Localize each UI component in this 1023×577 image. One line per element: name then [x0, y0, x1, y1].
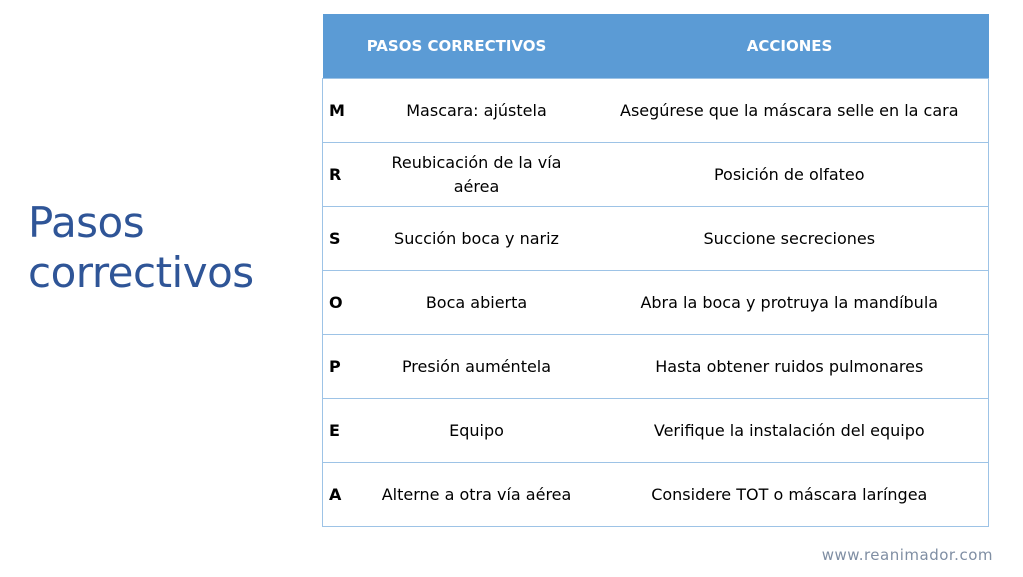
row-step: Mascara: ajústela	[363, 79, 591, 143]
row-step: Succión boca y nariz	[363, 207, 591, 271]
row-action: Posición de olfateo	[591, 143, 989, 207]
row-letter: A	[323, 463, 363, 527]
row-step: Alterne a otra vía aérea	[363, 463, 591, 527]
row-action: Asegúrese que la máscara selle en la cara	[591, 79, 989, 143]
slide-title-line-1: Pasos	[28, 198, 145, 247]
table-row	[323, 79, 989, 143]
table-row	[323, 143, 989, 207]
header-acciones: ACCIONES	[591, 14, 989, 79]
table-row	[323, 335, 989, 399]
slide-title	[28, 198, 254, 298]
table-row	[323, 207, 989, 271]
row-letter: P	[323, 335, 363, 399]
table-row	[323, 399, 989, 463]
row-letter: E	[323, 399, 363, 463]
row-action: Succione secreciones	[591, 207, 989, 271]
footer-website: www.reanimador.com	[821, 546, 993, 564]
row-action: Abra la boca y protruya la mandíbula	[591, 271, 989, 335]
table-header-row	[323, 14, 989, 79]
row-action: Hasta obtener ruidos pulmonares	[591, 335, 989, 399]
row-action: Verifique la instalación del equipo	[591, 399, 989, 463]
table-row	[323, 271, 989, 335]
slide-title-line-2: correctivos	[28, 248, 254, 297]
row-letter: M	[323, 79, 363, 143]
corrective-steps-table	[322, 14, 989, 527]
row-letter: O	[323, 271, 363, 335]
row-step	[363, 143, 591, 207]
row-step-text: Reubicación de la vía aérea	[391, 152, 562, 196]
row-letter: S	[323, 207, 363, 271]
row-letter: R	[323, 143, 363, 207]
row-step: Presión auméntela	[363, 335, 591, 399]
row-step: Equipo	[363, 399, 591, 463]
row-action: Considere TOT o máscara laríngea	[591, 463, 989, 527]
header-pasos-correctivos: PASOS CORRECTIVOS	[323, 14, 591, 79]
row-step: Boca abierta	[363, 271, 591, 335]
table-row	[323, 463, 989, 527]
